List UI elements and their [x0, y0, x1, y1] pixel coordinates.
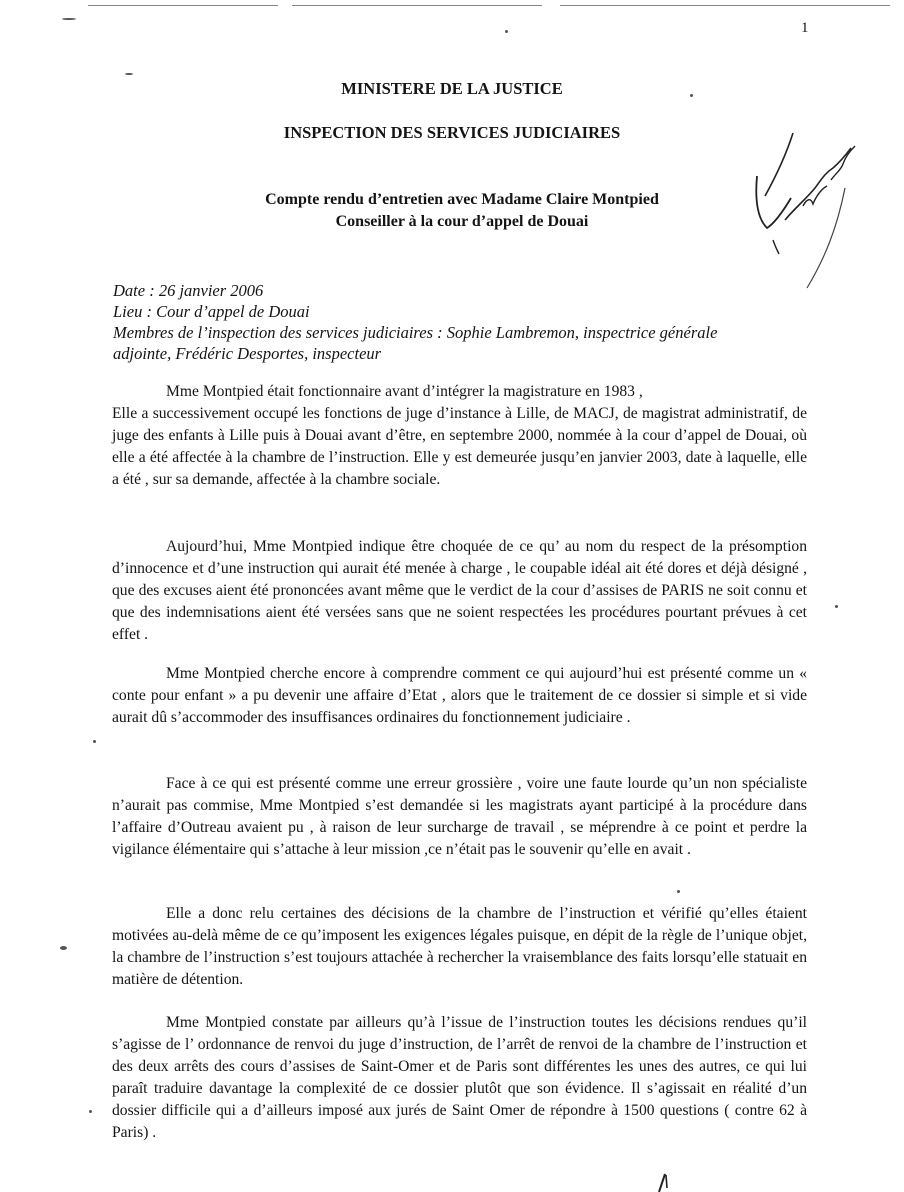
- department-heading: INSPECTION DES SERVICES JUDICIAIRES: [283, 123, 621, 142]
- scan-edge-line: [560, 5, 890, 6]
- handwritten-signature: [745, 128, 865, 298]
- scan-speck: [60, 946, 67, 950]
- scan-speck: [89, 1110, 92, 1113]
- scan-speck: [125, 73, 133, 75]
- paragraph-understanding: Mme Montpied cherche encore à comprendre comment ce qui aujourd’hui est présenté comme un « conte pour enfant » a pu devenir une affaire d’Etat , alors que le traitement de ce dossier si simple et si vide aurait dû s’accommoder des insuffisances ordinaires du fonctionnement judiciaire .: [112, 665, 807, 726]
- paragraph-error: Face à ce qui est présenté comme une erreur grossière , voire une faute lourde qu’un non spécialiste n’aurait pas commise, Mme Montpied s’est demandée si les magistrats ayant participé à la procédure dans l’affaire d’Outreau avaient pu , à raison de leur surcharge de travail , se méprendre à ce point et perdre la vigilance élémentaire qui s’attache à leur mission ,ce n’était pas le souvenir qu’elle en avait .: [112, 775, 807, 858]
- scan-speck: [505, 30, 508, 33]
- report-title-line1: Compte rendu d’entretien avec Madame Claire Montpied: [265, 191, 659, 208]
- meta-members-line2: adjointe, Frédéric Desportes, inspecteur: [113, 344, 382, 363]
- paragraph-decisions: Elle a donc relu certaines des décisions de la chambre de l’instruction et vérifié qu’elles étaient motivées au-delà même de ce qu’imposent les exigences légales puisque, en dépit de la règle de l’unique objet, la chambre de l’instruction s’est toujours attachée à rechercher la vraisemblance des faits lorsqu’elle statuait en matière de détention.: [112, 905, 807, 988]
- meta-place: Lieu : Cour d’appel de Douai: [113, 302, 310, 321]
- scan-edge-line: [292, 5, 542, 6]
- paragraph-career: Elle a successivement occupé les fonctions de juge d’instance à Lille, de MACJ, de magistrat administratif, de juge des enfants à Lille puis à Douai avant d’être, en septembre 2000, nommée à la cour d’appel de Douai, où elle a été affectée à la chambre de l’instruction. Elle y est demeurée jusqu’en janvier 2003, date à laquelle, elle a été , sur sa demande, affectée à la chambre sociale.: [112, 405, 807, 488]
- scan-speck: [62, 18, 76, 20]
- scan-speck: [835, 605, 838, 608]
- paragraph-reaction: Aujourd’hui, Mme Montpied indique être choquée de ce qu’ au nom du respect de la présomption d’innocence et d’une instruction qui aurait été menée à charge , le coupable idéal ait été dores et déjà désigné , que des excuses aient été prononcées avant même que le verdict de la cour d’assises de PARIS ne soit connu et que des indemnisations aient été versées sans que ne soient respectées les procédures pourtant prévues à cet effet .: [112, 538, 807, 643]
- ministry-heading: MINISTERE DE LA JUSTICE: [341, 79, 563, 98]
- meta-members-line1: Membres de l’inspection des services judiciaires : Sophie Lambremon, inspectrice générale: [113, 323, 718, 342]
- scan-speck: [93, 740, 96, 743]
- page-number: 1: [801, 20, 809, 36]
- paragraph-findings: Mme Montpied constate par ailleurs qu’à l’issue de l’instruction toutes les décisions rendues qu’il s’agisse de l’ ordonnance de renvoi du juge d’instruction, de l’arrêt de renvoi de la chambre de l’instruction et des deux arrêts des cours d’assises de Saint-Omer et de Paris sont différentes les unes des autres, ce qui lui paraît traduire davantage la complexité de ce dossier plutôt que son évidence. Il s’agissait en réalité d’un dossier difficile qui a d’ailleurs imposé aux jurés de Saint Omer de répondre à 1500 questions ( contre 62 à Paris) .: [112, 1014, 807, 1141]
- handwritten-mark: [655, 1172, 671, 1192]
- meta-date: Date : 26 janvier 2006: [113, 281, 264, 300]
- report-title-line2: Conseiller à la cour d’appel de Douai: [335, 213, 589, 230]
- scan-edge-line: [88, 5, 278, 6]
- paragraph-intro: Mme Montpied était fonctionnaire avant d’intégrer la magistrature en 1983 ,: [166, 383, 643, 400]
- report-title: [150, 189, 774, 233]
- scan-speck: [677, 890, 680, 893]
